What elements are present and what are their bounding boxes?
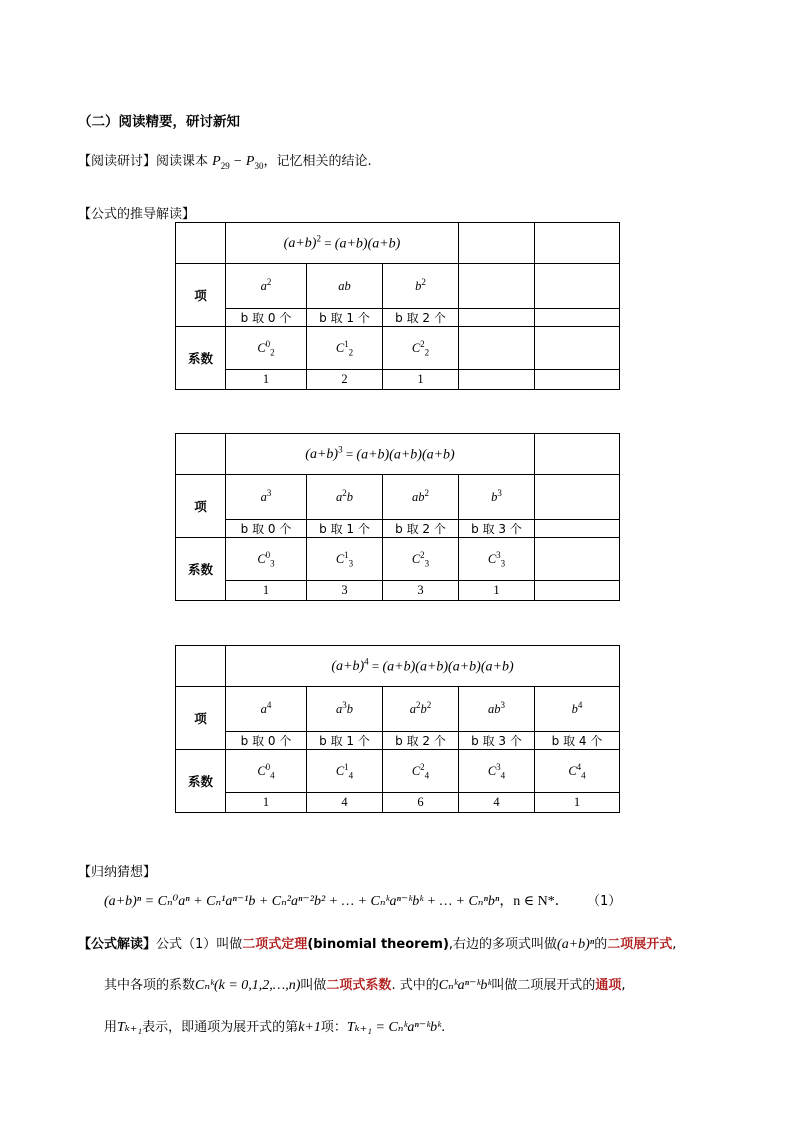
reading-dash: − bbox=[233, 154, 242, 169]
choice-cell: b 取 2 个 bbox=[383, 732, 459, 750]
interpretation-heading: 【公式解读】 bbox=[78, 937, 157, 952]
induction-heading: 【归纳猜想】 bbox=[78, 865, 157, 880]
term-cell: $a^4$ bbox=[226, 687, 307, 732]
coefficient-value: 1 bbox=[535, 793, 620, 813]
table-empty-cell bbox=[535, 264, 620, 309]
choice-cell: b 取 2 个 bbox=[383, 520, 459, 538]
expansion-table-3 bbox=[175, 433, 620, 601]
coef-row-label: 系数 bbox=[176, 327, 226, 390]
term-binomial-coefficient: 二项式系数 bbox=[326, 978, 392, 993]
binomial-formula bbox=[104, 890, 621, 910]
term-cell: $b^4$ bbox=[535, 687, 620, 732]
table-corner bbox=[176, 434, 226, 475]
coefficient-value: 1 bbox=[383, 370, 459, 390]
coefficient-value: 3 bbox=[307, 581, 383, 601]
coefficient-value: 3 bbox=[383, 581, 459, 601]
combination-cell: $C^1_4$ bbox=[307, 750, 383, 793]
combination-cell: $C^0_3$ bbox=[226, 538, 307, 581]
coefficient-value: 1 bbox=[226, 370, 307, 390]
reading-text1: 阅读课本 bbox=[156, 154, 209, 169]
term-cell: $ab^2$ bbox=[383, 475, 459, 520]
table-formula: $(a+b)^4 = (a+b)(a+b)(a+b)(a+b)$ bbox=[226, 646, 620, 687]
table-empty-cell bbox=[459, 370, 535, 390]
table-corner bbox=[176, 646, 226, 687]
choice-cell: b 取 0 个 bbox=[226, 309, 307, 327]
coefficient-value: 4 bbox=[307, 793, 383, 813]
choice-cell: b 取 1 个 bbox=[307, 520, 383, 538]
combination-cell: $C^1_3$ bbox=[307, 538, 383, 581]
term-cell: $ab^3$ bbox=[459, 687, 535, 732]
choice-cell: b 取 4 个 bbox=[535, 732, 620, 750]
interpretation-line-2: 其中各项的系数Cₙᵏ(k = 0,1,2,…,n)叫做二项式系数. 式中的Cₙᵏaⁿ⁻ᵏbᵏ叫做二项展开式的通项, bbox=[104, 978, 626, 993]
section-title: （二）阅读精要，研讨新知 bbox=[78, 114, 240, 130]
expansion-table-4 bbox=[175, 645, 620, 813]
term-row-label: 项 bbox=[176, 264, 226, 327]
coefficient-value: 6 bbox=[383, 793, 459, 813]
term-cell: $b^3$ bbox=[459, 475, 535, 520]
table-formula: $(a+b)^2 = (a+b)(a+b)$ bbox=[226, 223, 459, 264]
binomial-formula-condition: ，n ∈ N*． bbox=[499, 894, 569, 909]
combination-cell: $C^2_4$ bbox=[383, 750, 459, 793]
interpretation-line-1: 【公式解读】公式（1）叫做二项式定理(binomial theorem),右边的多项式叫做(a+b)ⁿ的二项展开式, bbox=[78, 937, 677, 952]
coef-row-label: 系数 bbox=[176, 538, 226, 601]
coefficient-value: 1 bbox=[226, 581, 307, 601]
reading-p-to: $P_{30}$ bbox=[245, 154, 264, 171]
choice-cell: b 取 3 个 bbox=[459, 732, 535, 750]
coefficient-value: 4 bbox=[459, 793, 535, 813]
table-formula: $(a+b)^3 = (a+b)(a+b)(a+b)$ bbox=[226, 434, 535, 475]
term-cell: $a^3$ bbox=[226, 475, 307, 520]
table-empty-cell bbox=[459, 327, 535, 370]
table-corner bbox=[176, 223, 226, 264]
table-empty-cell bbox=[535, 520, 620, 538]
table-empty-cell bbox=[535, 475, 620, 520]
table-empty-cell bbox=[535, 223, 620, 264]
combination-cell: $C^4_4$ bbox=[535, 750, 620, 793]
combination-cell: $C^1_2$ bbox=[307, 327, 383, 370]
coefficient-value: 2 bbox=[307, 370, 383, 390]
term-cell: $a^2b$ bbox=[307, 475, 383, 520]
combination-cell: $C^3_3$ bbox=[459, 538, 535, 581]
combination-cell: $C^0_2$ bbox=[226, 327, 307, 370]
reading-text2: ，记忆相关的结论. bbox=[263, 154, 372, 169]
reading-p-from: $P_{29}$ bbox=[212, 154, 230, 171]
term-cell: $a^3b$ bbox=[307, 687, 383, 732]
expansion-table-2 bbox=[175, 222, 620, 390]
table-empty-cell bbox=[535, 370, 620, 390]
choice-cell: b 取 1 个 bbox=[307, 309, 383, 327]
choice-cell: b 取 0 个 bbox=[226, 732, 307, 750]
table-empty-cell bbox=[535, 581, 620, 601]
coefficient-value: 1 bbox=[459, 581, 535, 601]
formula-tag: （1） bbox=[586, 894, 622, 909]
table-empty-cell bbox=[535, 538, 620, 581]
table-empty-cell bbox=[535, 309, 620, 327]
term-row-label: 项 bbox=[176, 687, 226, 750]
combination-cell: $C^0_4$ bbox=[226, 750, 307, 793]
table-empty-cell bbox=[459, 223, 535, 264]
binomial-formula-expr: (a+b)ⁿ = Cₙ⁰aⁿ + Cₙ¹aⁿ⁻¹b + Cₙ²aⁿ⁻²b² + … + Cₙᵏaⁿ⁻ᵏbᵏ + … + Cₙⁿbⁿ bbox=[104, 894, 500, 909]
interpretation-line-3: 用Tₖ₊₁表示，即通项为展开式的第k+1项：Tₖ₊₁ = Cₙᵏaⁿ⁻ᵏbᵏ. bbox=[104, 1020, 446, 1035]
choice-cell: b 取 1 个 bbox=[307, 732, 383, 750]
term-cell: ab bbox=[307, 264, 383, 309]
table-empty-cell bbox=[459, 264, 535, 309]
table-empty-cell bbox=[535, 327, 620, 370]
term-general-term: 通项 bbox=[595, 978, 622, 993]
combination-cell: $C^3_4$ bbox=[459, 750, 535, 793]
term-row-label: 项 bbox=[176, 475, 226, 538]
choice-cell: b 取 0 个 bbox=[226, 520, 307, 538]
table-empty-cell bbox=[535, 434, 620, 475]
term-cell: $b^2$ bbox=[383, 264, 459, 309]
term-binomial-theorem: 二项式定理 bbox=[242, 937, 308, 952]
reading-line bbox=[78, 150, 372, 171]
table-empty-cell bbox=[459, 309, 535, 327]
combination-cell: $C^2_2$ bbox=[383, 327, 459, 370]
choice-cell: b 取 2 个 bbox=[383, 309, 459, 327]
combination-cell: $C^2_3$ bbox=[383, 538, 459, 581]
coef-row-label: 系数 bbox=[176, 750, 226, 813]
term-cell: $a^2b^2$ bbox=[383, 687, 459, 732]
term-binomial-expansion: 二项展开式 bbox=[607, 937, 673, 952]
coefficient-value: 1 bbox=[226, 793, 307, 813]
choice-cell: b 取 3 个 bbox=[459, 520, 535, 538]
derivation-heading: 【公式的推导解读】 bbox=[78, 207, 196, 222]
term-cell: $a^2$ bbox=[226, 264, 307, 309]
reading-bracket: 【阅读研讨】 bbox=[78, 154, 157, 169]
